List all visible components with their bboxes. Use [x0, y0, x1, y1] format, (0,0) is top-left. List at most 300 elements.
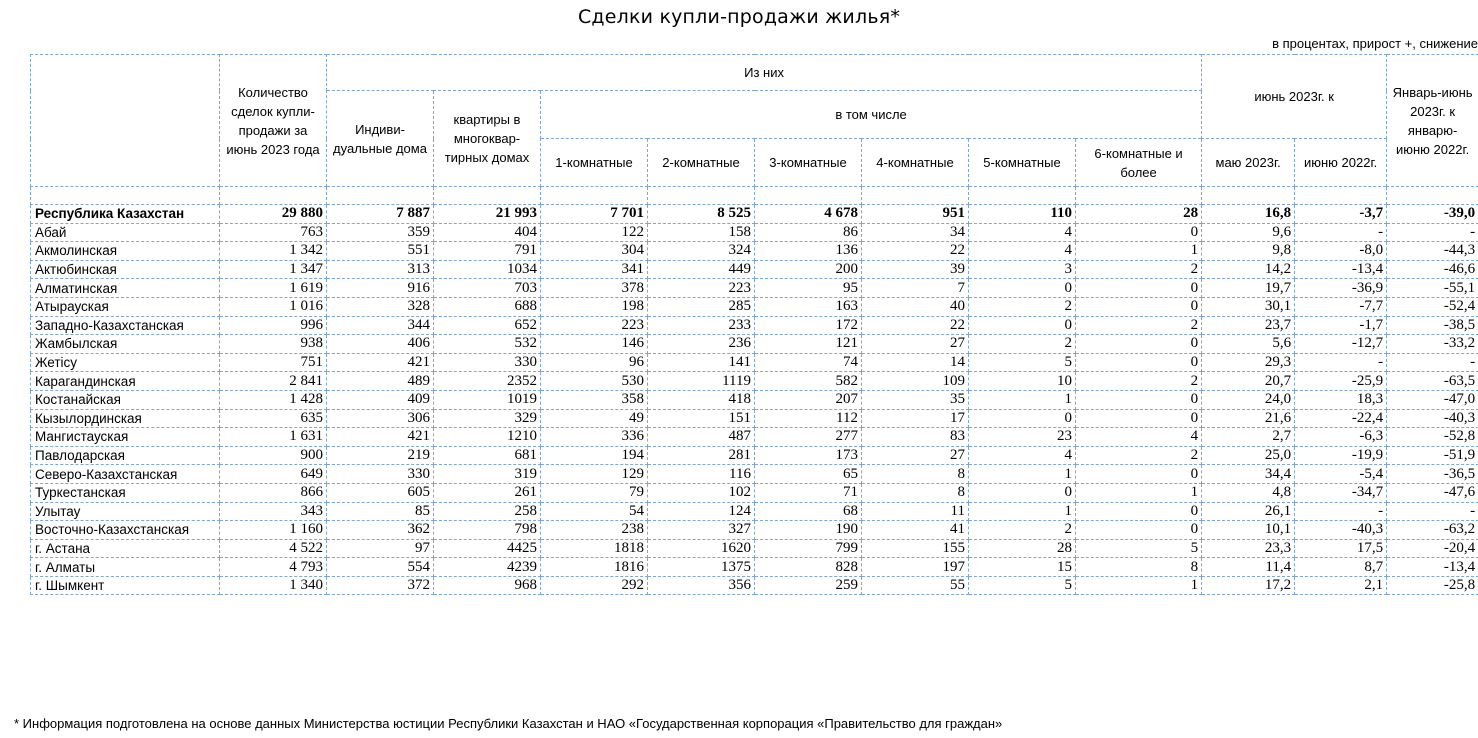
table-cell: 198 [541, 297, 648, 316]
table-cell: -51,9 [1387, 446, 1478, 465]
table-cell: 233 [648, 316, 755, 335]
table-cell: 16,8 [1202, 205, 1295, 224]
table-cell: 4 [1076, 428, 1202, 447]
table-cell: 74 [755, 353, 862, 372]
table-cell: -40,3 [1387, 409, 1478, 428]
region-name: Карагандинская [31, 372, 220, 391]
table-cell: -33,2 [1387, 335, 1478, 354]
table-cell: 551 [327, 242, 434, 261]
table-cell: 27 [862, 446, 969, 465]
table-cell: 10 [969, 372, 1076, 391]
region-name: г. Шымкент [31, 576, 220, 595]
table-cell: 7 887 [327, 205, 434, 224]
header-including: в том числе [541, 91, 1202, 139]
table-cell: -19,9 [1295, 446, 1387, 465]
table-cell: 0 [1076, 223, 1202, 242]
table-cell: 102 [648, 483, 755, 502]
table-cell: 151 [648, 409, 755, 428]
table-cell: -47,0 [1387, 390, 1478, 409]
table-cell: 35 [862, 390, 969, 409]
table-cell: 1818 [541, 539, 648, 558]
table-cell: 22 [862, 316, 969, 335]
table-row [31, 409, 1478, 428]
table-cell: 0 [1076, 297, 1202, 316]
region-name: Мангистауская [31, 428, 220, 447]
table-cell: 328 [327, 297, 434, 316]
table-cell: -12,7 [1295, 335, 1387, 354]
table-cell: 194 [541, 446, 648, 465]
table-body [31, 205, 1478, 595]
table-cell: 359 [327, 223, 434, 242]
header-spacer [31, 187, 1478, 205]
table-cell: -36,9 [1295, 279, 1387, 298]
table-cell: 8 [862, 483, 969, 502]
table-cell: 1375 [648, 558, 755, 577]
table-cell: 97 [327, 539, 434, 558]
table-cell: 14,2 [1202, 260, 1295, 279]
table-cell: 421 [327, 353, 434, 372]
table-cell: - [1295, 223, 1387, 242]
table-cell: 5,6 [1202, 335, 1295, 354]
table-cell: 304 [541, 242, 648, 261]
table-cell: 219 [327, 446, 434, 465]
table-cell: 916 [327, 279, 434, 298]
table-cell: 404 [434, 223, 541, 242]
table-cell: -46,6 [1387, 260, 1478, 279]
header-individual: Индиви-дуальные дома [327, 91, 434, 187]
table-cell: -63,2 [1387, 521, 1478, 540]
header-6-room: 6-комнатные и более [1076, 139, 1202, 187]
table-cell: 0 [1076, 465, 1202, 484]
region-name: Кызылординская [31, 409, 220, 428]
table-cell: 319 [434, 465, 541, 484]
region-name: Актюбинская [31, 260, 220, 279]
header-1-room: 1-комнатные [541, 139, 648, 187]
table-row [31, 521, 1478, 540]
table-cell: 0 [1076, 279, 1202, 298]
table-cell: - [1387, 353, 1478, 372]
table-cell: 2 [969, 335, 1076, 354]
table-cell: 330 [327, 465, 434, 484]
table-cell: 688 [434, 297, 541, 316]
table-cell: 324 [648, 242, 755, 261]
table-cell: 1816 [541, 558, 648, 577]
table-cell: 122 [541, 223, 648, 242]
table-cell: 409 [327, 390, 434, 409]
table-cell: 5 [969, 576, 1076, 595]
table-cell: 336 [541, 428, 648, 447]
table-cell: 1210 [434, 428, 541, 447]
table-cell: 26,1 [1202, 502, 1295, 521]
region-name: Павлодарская [31, 446, 220, 465]
table-cell: 372 [327, 576, 434, 595]
table-cell: 112 [755, 409, 862, 428]
table-cell: -40,3 [1295, 521, 1387, 540]
table-row [31, 260, 1478, 279]
table-cell: 10,1 [1202, 521, 1295, 540]
table-cell: 530 [541, 372, 648, 391]
table-cell: 306 [327, 409, 434, 428]
table-cell: 11,4 [1202, 558, 1295, 577]
table-cell: 8 525 [648, 205, 755, 224]
region-name: Туркестанская [31, 483, 220, 502]
table-cell: 2 [1076, 260, 1202, 279]
table-cell: 155 [862, 539, 969, 558]
header-2-room: 2-комнатные [648, 139, 755, 187]
table-cell: 1 631 [220, 428, 327, 447]
table-cell: -3,7 [1295, 205, 1387, 224]
table-cell: 4 522 [220, 539, 327, 558]
table-cell: 1 619 [220, 279, 327, 298]
table-cell: 146 [541, 335, 648, 354]
table-cell: 1 428 [220, 390, 327, 409]
region-name: Западно-Казахстанская [31, 316, 220, 335]
table-cell: -38,5 [1387, 316, 1478, 335]
table-cell: 8 [862, 465, 969, 484]
table-cell: 951 [862, 205, 969, 224]
table-cell: 49 [541, 409, 648, 428]
table-cell: 938 [220, 335, 327, 354]
table-cell: 329 [434, 409, 541, 428]
table-cell: -44,3 [1387, 242, 1478, 261]
table-cell: -22,4 [1295, 409, 1387, 428]
table-cell: 1 [969, 502, 1076, 521]
table-cell: 173 [755, 446, 862, 465]
table-cell: 0 [969, 316, 1076, 335]
table-cell: 116 [648, 465, 755, 484]
table-cell: - [1387, 502, 1478, 521]
table-cell: 40 [862, 297, 969, 316]
table-cell: - [1295, 502, 1387, 521]
table-cell: 4425 [434, 539, 541, 558]
table-cell: 197 [862, 558, 969, 577]
table-cell: 1620 [648, 539, 755, 558]
table-cell: 344 [327, 316, 434, 335]
table-cell: 29,3 [1202, 353, 1295, 372]
table-cell: 358 [541, 390, 648, 409]
table-cell: 163 [755, 297, 862, 316]
table-cell: 681 [434, 446, 541, 465]
table-cell: -25,9 [1295, 372, 1387, 391]
region-name: Жамбылская [31, 335, 220, 354]
table-cell: 449 [648, 260, 755, 279]
table-cell: 68 [755, 502, 862, 521]
table-cell: 29 880 [220, 205, 327, 224]
table-row [31, 242, 1478, 261]
table-cell: 11 [862, 502, 969, 521]
region-name: Улытау [31, 502, 220, 521]
region-name: Северо-Казахстанская [31, 465, 220, 484]
table-cell: 343 [220, 502, 327, 521]
table-row [31, 279, 1478, 298]
header-4-room: 4-комнатные [862, 139, 969, 187]
table-cell: -13,4 [1387, 558, 1478, 577]
table-cell: 15 [969, 558, 1076, 577]
table-cell: -39,0 [1387, 205, 1478, 224]
table-cell: 14 [862, 353, 969, 372]
table-cell: 24,0 [1202, 390, 1295, 409]
table-cell: 41 [862, 521, 969, 540]
table-row [31, 390, 1478, 409]
table-cell: 9,8 [1202, 242, 1295, 261]
table-cell: 21,6 [1202, 409, 1295, 428]
table-cell: 900 [220, 446, 327, 465]
table-cell: 18,3 [1295, 390, 1387, 409]
table-cell: 2 841 [220, 372, 327, 391]
table-cell: 1 [1076, 483, 1202, 502]
table-cell: 635 [220, 409, 327, 428]
table-cell: 21 993 [434, 205, 541, 224]
table-cell: 190 [755, 521, 862, 540]
table-cell: 281 [648, 446, 755, 465]
table-cell: 1 016 [220, 297, 327, 316]
table-cell: 19,7 [1202, 279, 1295, 298]
table-row [31, 297, 1478, 316]
table-cell: 968 [434, 576, 541, 595]
table-cell: 327 [648, 521, 755, 540]
header-may: маю 2023г. [1202, 139, 1295, 187]
header-june-2022: июню 2022г. [1295, 139, 1387, 187]
table-cell: -6,3 [1295, 428, 1387, 447]
table-cell: 223 [541, 316, 648, 335]
table-cell: 292 [541, 576, 648, 595]
table-cell: 95 [755, 279, 862, 298]
table-cell: -1,7 [1295, 316, 1387, 335]
table-cell: 554 [327, 558, 434, 577]
table-cell: 259 [755, 576, 862, 595]
table-cell: 799 [755, 539, 862, 558]
header-5-room: 5-комнатные [969, 139, 1076, 187]
table-cell: 4 678 [755, 205, 862, 224]
table-cell: 17,5 [1295, 539, 1387, 558]
region-name: Алматинская [31, 279, 220, 298]
region-name: Республика Казахстан [31, 205, 220, 224]
table-cell: 223 [648, 279, 755, 298]
table-cell: -34,7 [1295, 483, 1387, 502]
table-cell: 79 [541, 483, 648, 502]
table-cell: 1019 [434, 390, 541, 409]
table-cell: 5 [1076, 539, 1202, 558]
table-cell: 4 [969, 446, 1076, 465]
table-cell: 20,7 [1202, 372, 1295, 391]
data-table [30, 54, 1478, 595]
table-cell: 751 [220, 353, 327, 372]
table-row [31, 558, 1478, 577]
table-cell: 362 [327, 521, 434, 540]
table-row [31, 502, 1478, 521]
table-cell: 158 [648, 223, 755, 242]
table-cell: -52,8 [1387, 428, 1478, 447]
table-cell: 96 [541, 353, 648, 372]
region-name: Костанайская [31, 390, 220, 409]
table-cell: 378 [541, 279, 648, 298]
footnote: * Информация подготовлена на основе данных Министерства юстиции Республики Казахстан и НАО «Государственная корпорация «Правительство для граждан» [14, 716, 1003, 731]
table-cell: 1 [969, 465, 1076, 484]
table-cell: 236 [648, 335, 755, 354]
region-name: Восточно-Казахстанская [31, 521, 220, 540]
table-cell: 65 [755, 465, 862, 484]
table-cell: 828 [755, 558, 862, 577]
table-cell: -7,7 [1295, 297, 1387, 316]
table-row [31, 465, 1478, 484]
header-jan-jun: Январь-июнь 2023г. к январю-июню 2022г. [1387, 55, 1478, 187]
table-cell: 0 [969, 279, 1076, 298]
header-region [31, 55, 220, 187]
table-cell: 8 [1076, 558, 1202, 577]
header-3-room: 3-комнатные [755, 139, 862, 187]
table-cell: 25,0 [1202, 446, 1295, 465]
table-row [31, 446, 1478, 465]
table-cell: 4 793 [220, 558, 327, 577]
table-cell: 341 [541, 260, 648, 279]
table-cell: -47,6 [1387, 483, 1478, 502]
table-cell: 27 [862, 335, 969, 354]
table-cell: 1 340 [220, 576, 327, 595]
table-cell: - [1387, 223, 1478, 242]
table-cell: 996 [220, 316, 327, 335]
table-cell: 652 [434, 316, 541, 335]
table-row-total [31, 205, 1478, 224]
table-cell: 110 [969, 205, 1076, 224]
table-row [31, 372, 1478, 391]
header-june-to: июнь 2023г. к [1202, 55, 1387, 139]
table-cell: 285 [648, 297, 755, 316]
table-cell: 0 [1076, 502, 1202, 521]
table-cell: 7 701 [541, 205, 648, 224]
table-row [31, 335, 1478, 354]
table-cell: -52,4 [1387, 297, 1478, 316]
table-cell: 4 [969, 242, 1076, 261]
table-cell: 0 [1076, 353, 1202, 372]
table-row [31, 316, 1478, 335]
table-cell: 330 [434, 353, 541, 372]
table-cell: 4,8 [1202, 483, 1295, 502]
table-cell: 487 [648, 428, 755, 447]
table-cell: 406 [327, 335, 434, 354]
region-name: Акмолинская [31, 242, 220, 261]
table-cell: 489 [327, 372, 434, 391]
table-cell: 0 [1076, 409, 1202, 428]
table-cell: - [1295, 353, 1387, 372]
table-cell: 2 [1076, 316, 1202, 335]
table-cell: 277 [755, 428, 862, 447]
table-cell: 124 [648, 502, 755, 521]
table-cell: 1 342 [220, 242, 327, 261]
table-cell: 798 [434, 521, 541, 540]
table-cell: 22 [862, 242, 969, 261]
table-cell: 83 [862, 428, 969, 447]
table-cell: 17,2 [1202, 576, 1295, 595]
table-cell: 0 [1076, 390, 1202, 409]
table-cell: 109 [862, 372, 969, 391]
table-cell: -8,0 [1295, 242, 1387, 261]
table-cell: 2 [1076, 446, 1202, 465]
table-cell: 258 [434, 502, 541, 521]
table-cell: 1034 [434, 260, 541, 279]
region-name: Атырауская [31, 297, 220, 316]
table-cell: -55,1 [1387, 279, 1478, 298]
table-cell: 9,6 [1202, 223, 1295, 242]
table-cell: 129 [541, 465, 648, 484]
table-row [31, 539, 1478, 558]
table-cell: 5 [969, 353, 1076, 372]
table-cell: 39 [862, 260, 969, 279]
table-cell: 1 [1076, 576, 1202, 595]
table-cell: 121 [755, 335, 862, 354]
table-cell: 261 [434, 483, 541, 502]
table-cell: 0 [1076, 335, 1202, 354]
page-title: Сделки купли-продажи жилья* [577, 6, 901, 28]
header-count: Количество сделок купли-продажи за июнь 2023 года [220, 55, 327, 187]
table-cell: 7 [862, 279, 969, 298]
table-cell: 1 347 [220, 260, 327, 279]
table-cell: 605 [327, 483, 434, 502]
table-cell: 30,1 [1202, 297, 1295, 316]
table-cell: 313 [327, 260, 434, 279]
header-apartments: квартиры в многоквар-тирных домах [434, 91, 541, 187]
table-cell: 791 [434, 242, 541, 261]
table-cell: 17 [862, 409, 969, 428]
table-cell: 2352 [434, 372, 541, 391]
units-note: в процентах, прирост +, снижение [1272, 36, 1478, 51]
table-cell: 8,7 [1295, 558, 1387, 577]
table-cell: 763 [220, 223, 327, 242]
table-cell: 0 [1076, 521, 1202, 540]
table-cell: 141 [648, 353, 755, 372]
table-cell: 582 [755, 372, 862, 391]
table-cell: 421 [327, 428, 434, 447]
table-cell: 34,4 [1202, 465, 1295, 484]
table-cell: 85 [327, 502, 434, 521]
table-cell: 4 [969, 223, 1076, 242]
table-row [31, 353, 1478, 372]
table-cell: 238 [541, 521, 648, 540]
table-cell: 1119 [648, 372, 755, 391]
table-cell: -63,5 [1387, 372, 1478, 391]
table-cell: 71 [755, 483, 862, 502]
table-cell: 86 [755, 223, 862, 242]
table-cell: -5,4 [1295, 465, 1387, 484]
table-cell: 2 [1076, 372, 1202, 391]
region-name: Жетісу [31, 353, 220, 372]
table-cell: 356 [648, 576, 755, 595]
region-name: Абай [31, 223, 220, 242]
table-cell: -20,4 [1387, 539, 1478, 558]
header-of-them: Из них [327, 55, 1202, 91]
table-cell: 23 [969, 428, 1076, 447]
table-cell: 28 [1076, 205, 1202, 224]
table-cell: 200 [755, 260, 862, 279]
table-cell: 2,7 [1202, 428, 1295, 447]
table-row [31, 576, 1478, 595]
table-cell: 532 [434, 335, 541, 354]
table-cell: -25,8 [1387, 576, 1478, 595]
table-cell: 0 [969, 483, 1076, 502]
table-cell: 23,3 [1202, 539, 1295, 558]
table-row [31, 483, 1478, 502]
table-cell: 2,1 [1295, 576, 1387, 595]
table-cell: 649 [220, 465, 327, 484]
table-cell: 207 [755, 390, 862, 409]
table-cell: 1 [969, 390, 1076, 409]
region-name: г. Астана [31, 539, 220, 558]
table-cell: 23,7 [1202, 316, 1295, 335]
table-cell: 418 [648, 390, 755, 409]
table-cell: -13,4 [1295, 260, 1387, 279]
table-cell: 28 [969, 539, 1076, 558]
table-cell: 55 [862, 576, 969, 595]
table-cell: 34 [862, 223, 969, 242]
